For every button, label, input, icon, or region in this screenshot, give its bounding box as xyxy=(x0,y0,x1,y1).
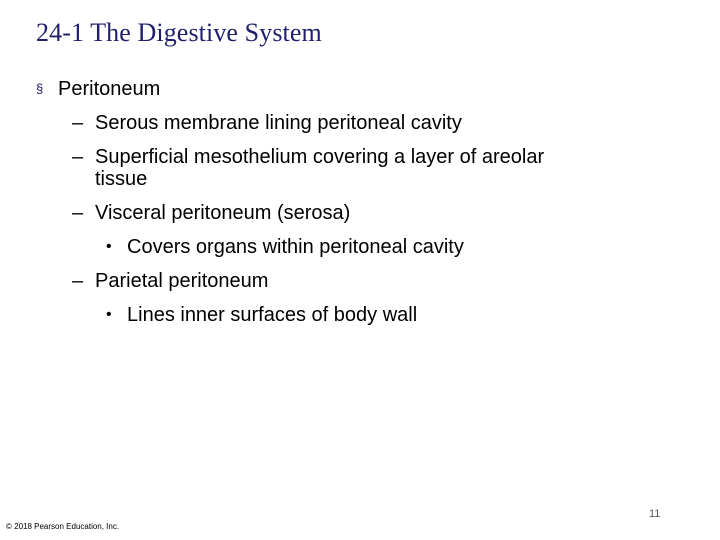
subsubbullet-covers-organs xyxy=(36,230,676,264)
copyright-footer: © 2018 Pearson Education, Inc. xyxy=(6,522,120,531)
dash-bullet-icon: – xyxy=(72,202,84,224)
subbullet-text: Visceral peritoneum (serosa) xyxy=(95,202,351,224)
bullet-text: Peritoneum xyxy=(58,78,161,100)
dash-bullet-icon: – xyxy=(72,112,84,134)
subbullet-parietal-peritoneum xyxy=(36,264,676,298)
subbullet-visceral-peritoneum xyxy=(36,196,676,230)
dash-bullet-icon: – xyxy=(72,270,84,292)
bullet-peritoneum xyxy=(36,72,676,106)
subsubbullet-text: Lines inner surfaces of body wall xyxy=(127,304,418,326)
subsubbullet-lines-inner-surfaces xyxy=(36,298,676,332)
subbullet-superficial-mesothelium xyxy=(36,140,676,196)
square-bullet-icon: § xyxy=(36,81,44,96)
dot-bullet-icon: • xyxy=(106,306,112,323)
subbullet-text: Parietal peritoneum xyxy=(95,270,269,292)
subbullet-serous-membrane xyxy=(36,106,676,140)
subbullet-text-line2: tissue xyxy=(95,168,148,190)
slide-title: 24-1 The Digestive System xyxy=(36,18,322,47)
subbullet-text-line1: Superficial mesothelium covering a layer of areolar xyxy=(95,146,545,168)
slide-content xyxy=(36,72,676,332)
subsubbullet-text: Covers organs within peritoneal cavity xyxy=(127,236,464,258)
dot-bullet-icon: • xyxy=(106,238,112,255)
dash-bullet-icon: – xyxy=(72,146,84,168)
page-number: 11 xyxy=(649,508,661,520)
subbullet-text: Serous membrane lining peritoneal cavity xyxy=(95,112,462,134)
